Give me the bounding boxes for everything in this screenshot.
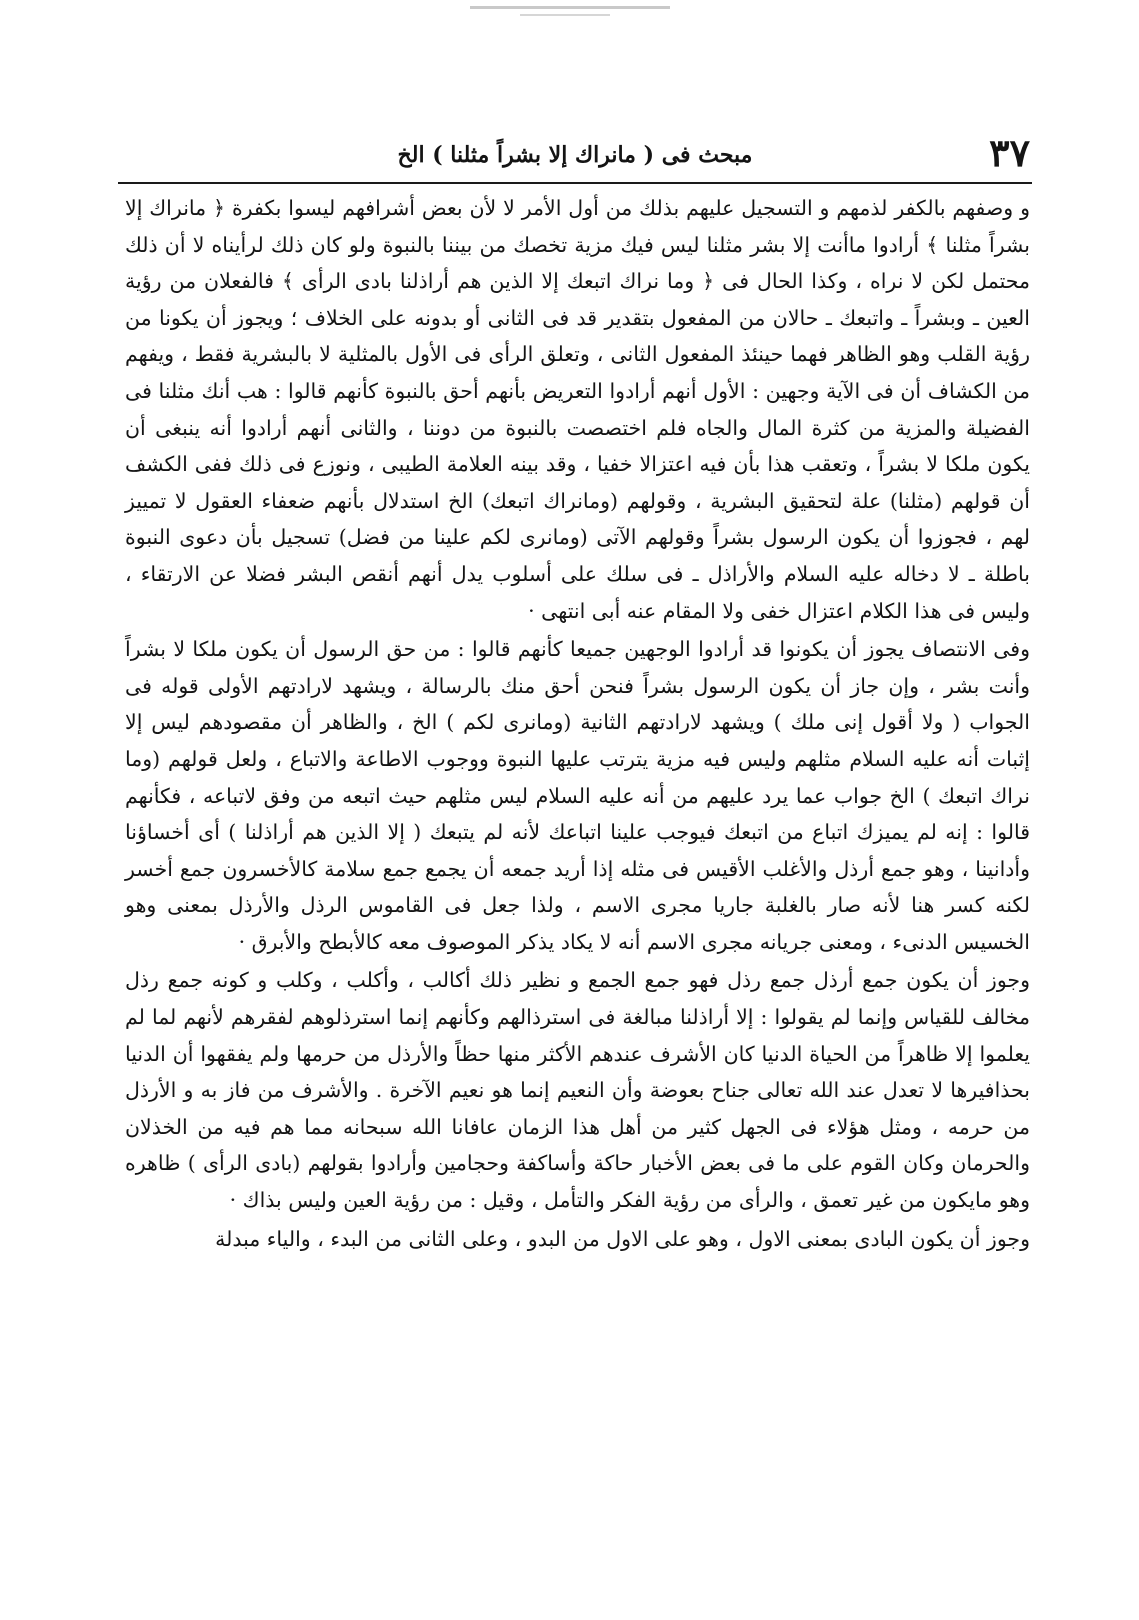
paragraph: وجوز أن يكون البادى بمعنى الاول ، وهو على الاول من البدو ، وعلى الثانى من البدء ، والياء مبدلة [215,1226,1030,1251]
page-body [125,190,1030,1580]
page-number: ٣٧ [989,130,1030,175]
page-header [120,128,1030,184]
header-rule [118,182,1032,184]
paragraph: و وصفهم بالكفر لذمهم و التسجيل عليهم بذلك من أول الأمر لا لأن بعض أشرافهم ليسوا بكفرة ﴿ مانراك إلا بشراً مثلنا ﴾ أرادوا ماأنت إلا بشر مثلنا ليس فيك مزية تخصك من بيننا بالنبوة ولو كان ذلك لرأيناه لا أن ذلك محتمل لكن لا نراه ، وكذا الحال فى ﴿ وما نراك اتبعك إلا الذين هم أراذلنا بادى الرأى ﴾ فالفعلان من رؤية العين ـ وبشراً ـ واتبعك ـ حالان من المفعول بتقدير قد فى الثانى أو بدونه على الخلاف ؛ ويجوز أن يكونا من رؤية القلب وهو الظاهر فهما حينئذ المفعول الثانى ، وتعلق الرأى فى الأول بالمثلية لا بالبشرية فقط ، ويفهم من الكشاف أن فى الآية وجهين : الأول أنهم أرادوا التعريض بأنهم أحق بالنبوة كأنهم قالوا : هب أنك مثلنا فى الفضيلة والمزية من كثرة المال والجاه فلم اختصصت بالنبوة من دوننا ، والثانى أنهم أرادوا أنه ينبغى أن يكون ملكا لا بشراً ، وتعقب هذا بأن فيه اعتزالا خفيا ، وقد بينه العلامة الطيبى ، ونوزع فى ذلك ففى الكشف أن قولهم (مثلنا) علة لتحقيق البشرية ، وقولهم (ومانراك اتبعك) الخ استدلال بأنهم ضعفاء العقول لا تمييز لهم ، فجوزوا أن يكون الرسول بشراً وقولهم الآتى (ومانرى لكم علينا من فضل) تسجيل بأن دعوى النبوة باطلة ـ لا دخاله عليه السلام والأراذل ـ فى سلك على أسلوب يدل أنهم أنقص البشر فضلا عن الارتقاء ، وليس فى هذا الكلام اعتزال خفى ولا المقام عنه أبى انتهى · [125,196,1030,623]
paragraph: وجوز أن يكون جمع أرذل جمع رذل فهو جمع الجمع و نظير ذلك أكالب ، وأكلب ، وكلب و كونه جمع رذل مخالف للقياس وإنما لم يقولوا : إلا أراذلنا مبالغة فى استرذالهم وكأنهم إنما استرذلوهم لفقرهم لأنهم لما لم يعلموا إلا ظاهراً من الحياة الدنيا كان الأشرف عندهم الأكثر منها حظاً والأرذل من حرمها ولم يفقهوا أن الدنيا بحذافيرها لا تعدل عند الله تعالى جناح بعوضة وأن النعيم إنما هو نعيم الآخرة . والأشرف من فاز به و الأرذل من حرمه ، ومثل هؤلاء فى الجهل كثير من أهل هذا الزمان عافانا الله سبحانه مما هم فيه من الخذلان والحرمان وكان القوم على ما فى بعض الأخبار حاكة وأساكفة وحجامين وأرادوا بقولهم (بادى الرأى ) ظاهره وهو مايكون من غير تعمق ، والرأى من رؤية الفكر والتأمل ، وقيل : من رؤية العين وليس بذاك · [125,968,1030,1213]
running-title: مبحث فى ( مانراك إلا بشراً مثلنا ) الخ [397,142,753,168]
paragraph: وفى الانتصاف يجوز أن يكونوا قد أرادوا الوجهين جميعا كأنهم قالوا : من حق الرسول أن يكون ملكا لا بشراً وأنت بشر ، وإن جاز أن يكون الرسول بشراً فنحن أحق منك بالرسالة ، ويشهد لارادتهم الأولى قوله فى الجواب ( ولا أقول إنى ملك ) ويشهد لارادتهم الثانية (ومانرى لكم ) الخ ، والظاهر أن مقصودهم ليس إلا إثبات أنه عليه السلام مثلهم وليس فيه مزية يترتب عليها النبوة ووجوب الاطاعة والاتباع ، ولعل قولهم (وما نراك اتبعك ) الخ جواب عما يرد عليهم من أنه عليه السلام ليس مثلهم حيث اتبعه من وفق لاتباعه ، فكأنهم قالوا : إنه لم يميزك اتباع من اتبعك فيوجب علينا اتباعك لأنه لم يتبعك ( إلا الذين هم أراذلنا ) أى أخساؤنا وأدانينا ، وهو جمع أرذل والأغلب الأقيس فى مثله إذا أريد جمعه أن يجمع جمع سلامة كالأخسرون جمع أخسر لكنه كسر هنا لأنه صار بالغلبة جاريا مجرى الاسم ، ولذا جعل فى القاموس الرذل والأرذل بمعنى وهو الخسيس الدنىء ، ومعنى جريانه مجرى الاسم أنه لا يكاد يذكر الموصوف معه كالأبطح والأبرق · [125,637,1030,954]
scan-edge-mark [520,14,610,16]
scan-edge-mark [470,6,670,9]
